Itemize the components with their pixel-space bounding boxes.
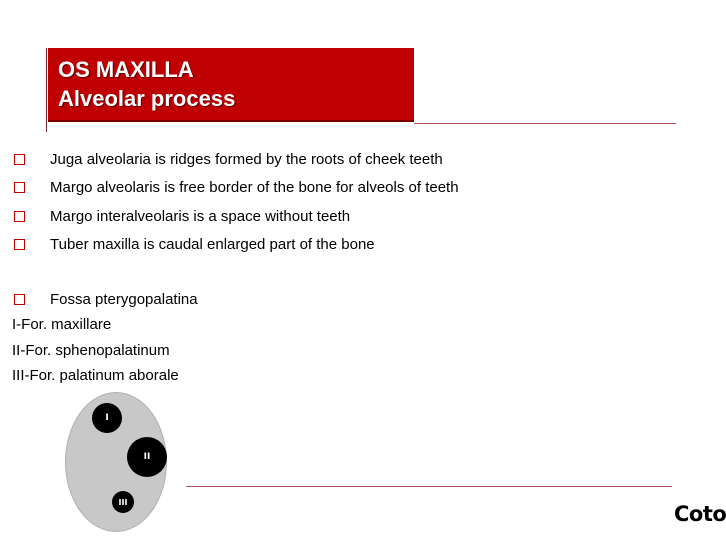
foramen-ii-marker: II — [127, 437, 167, 477]
fossa-diagram — [47, 392, 185, 532]
title-box — [48, 48, 414, 122]
watermark-text: Coto — [674, 502, 726, 526]
square-bullet-icon — [14, 294, 25, 305]
bullet-text: Juga alveolaria is ridges formed by the roots of cheek teeth — [50, 151, 443, 168]
square-bullet-icon — [14, 239, 25, 250]
square-bullet-icon — [14, 154, 25, 165]
foramen-iii-marker: III — [112, 491, 134, 513]
foramen-i-marker: I — [92, 403, 122, 433]
foramen-label: III-For. palatinum aborale — [12, 367, 179, 384]
bullet-text: Margo interalveolaris is a space without teeth — [50, 208, 351, 225]
bullet-text: Fossa pterygopalatina — [50, 291, 198, 308]
bullet-text: Margo alveolaris is free border of the bone for alveols of teeth — [50, 179, 459, 196]
footer-divider-line — [186, 486, 672, 487]
foramen-label: I-For. maxillare — [12, 316, 112, 333]
foramen-label: II-For. sphenopalatinum — [12, 342, 170, 359]
bullet-text: Tuber maxilla is caudal enlarged part of the bone — [50, 236, 375, 253]
slide-title: OS MAXILLA — [58, 57, 194, 82]
title-accent-vertical-line — [46, 48, 47, 132]
slide-subtitle: Alveolar process — [58, 86, 236, 111]
title-divider-line — [414, 123, 676, 124]
square-bullet-icon — [14, 211, 25, 222]
square-bullet-icon — [14, 182, 25, 193]
